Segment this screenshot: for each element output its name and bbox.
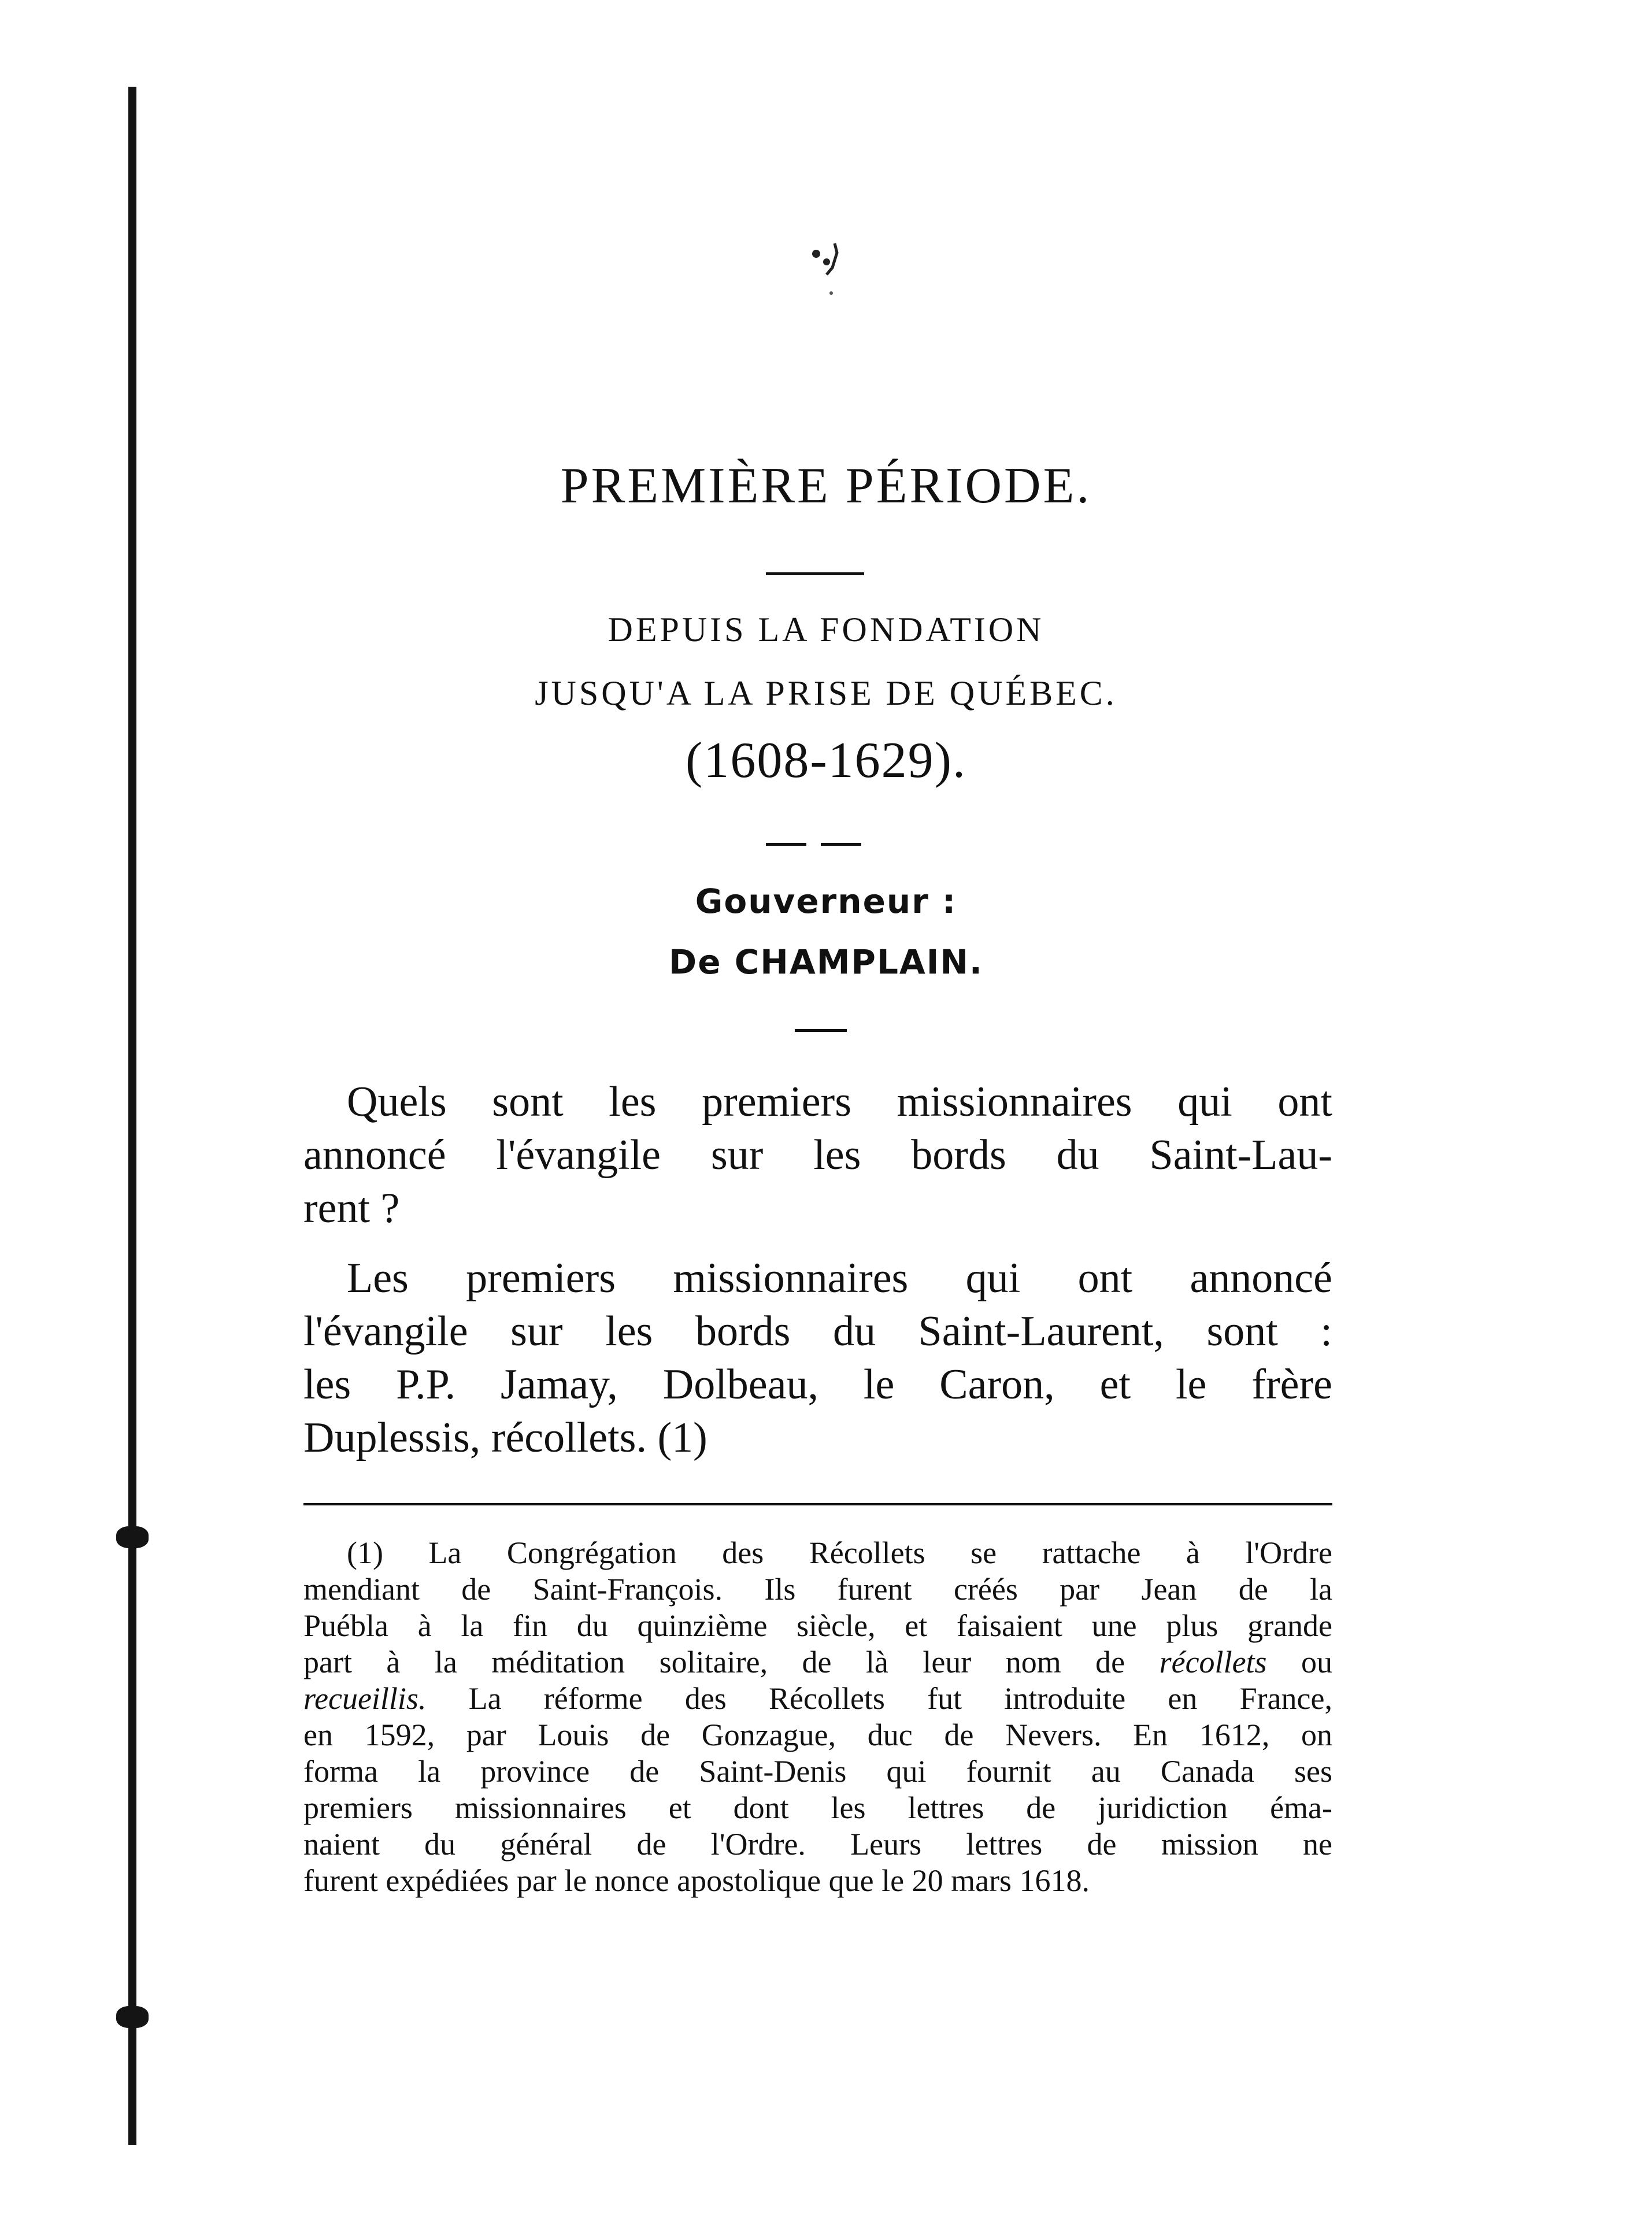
question-paragraph bbox=[303, 1075, 1332, 1235]
answer-line: les P.P. Jamay, Dolbeau, le Caron, et le frère bbox=[303, 1361, 1332, 1408]
footnote-italic-term: recueillis. bbox=[303, 1681, 427, 1716]
footnote-line: naient du général de l'Ordre. Leurs lettres de mission ne bbox=[303, 1827, 1332, 1862]
answer-paragraph bbox=[303, 1252, 1332, 1464]
footnote-line: premiers missionnaires et dont les lettres de juridiction éma- bbox=[303, 1790, 1332, 1825]
answer-line: l'évangile sur les bords du Saint-Laurent, sont : bbox=[303, 1308, 1332, 1355]
divider-rule bbox=[766, 572, 864, 575]
answer-line: Les premiers missionnaires qui ont annoncé bbox=[347, 1255, 1332, 1302]
period-title: PREMIÈRE PÉRIODE. bbox=[560, 458, 1092, 514]
footnote-text: part à la méditation solitaire, de là leur nom de bbox=[303, 1645, 1160, 1679]
subtitle-line: DEPUIS LA FONDATION bbox=[608, 610, 1044, 649]
binding-thread bbox=[128, 87, 136, 2145]
divider-rule bbox=[766, 843, 806, 846]
footnote-text: La réforme des Récollets fut introduite en France, bbox=[426, 1681, 1332, 1716]
ornament-mark bbox=[809, 240, 844, 304]
footnote-line: mendiant de Saint-François. Ils furent créés par Jean de la bbox=[303, 1572, 1332, 1607]
footnote bbox=[303, 1535, 1332, 1899]
subtitle-line: JUSQU'A LA PRISE DE QUÉBEC. bbox=[535, 674, 1117, 712]
question-line: Quels sont les premiers missionnaires qui ont bbox=[347, 1078, 1332, 1126]
governor-name: De CHAMPLAIN. bbox=[669, 942, 983, 982]
divider-rule bbox=[821, 843, 861, 846]
footnote-line bbox=[303, 1644, 1332, 1681]
footnote-separator bbox=[303, 1503, 1332, 1505]
governor-label: Gouverneur : bbox=[695, 882, 957, 921]
footnote-line bbox=[303, 1681, 1332, 1717]
footnote-italic-term: récollets bbox=[1159, 1645, 1267, 1679]
divider-rule bbox=[795, 1029, 847, 1032]
footnote-text: ou bbox=[1266, 1645, 1333, 1679]
binding-knot bbox=[116, 2006, 149, 2028]
footnote-line: en 1592, par Louis de Gonzague, duc de Nevers. En 1612, on bbox=[303, 1718, 1332, 1752]
footnote-line: forma la province de Saint-Denis qui fournit au Canada ses bbox=[303, 1754, 1332, 1789]
footnote-line: furent expédiées par le nonce apostolique que le 20 mars 1618. bbox=[303, 1863, 1090, 1898]
binding-knot bbox=[116, 1526, 149, 1548]
footnote-line: Puébla à la fin du quinzième siècle, et faisaient une plus grande bbox=[303, 1608, 1332, 1643]
answer-line: Duplessis, récollets. (1) bbox=[303, 1414, 708, 1461]
date-range: (1608-1629). bbox=[686, 732, 966, 789]
question-line: rent ? bbox=[303, 1185, 400, 1232]
question-line: annoncé l'évangile sur les bords du Saint-Lau- bbox=[303, 1131, 1332, 1179]
footnote-line: (1) La Congrégation des Récollets se rattache à l'Ordre bbox=[347, 1535, 1332, 1570]
